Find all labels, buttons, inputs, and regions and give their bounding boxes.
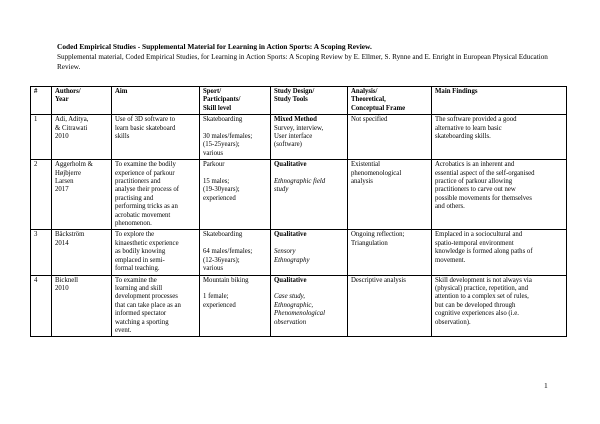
cell-design: Qualitative Case study, Ethnographic, Phenomenological observation [271,275,348,337]
table-body [31,115,567,337]
table-row [31,160,567,230]
cell-design: Qualitative Ethnographic field study [271,160,348,230]
header-analysis: Analysis/ Theoretical, Conceptual Frame [348,87,432,115]
header-sport: Sport/ Participants/ Skill level [200,87,271,115]
cell-num: 4 [31,275,52,337]
cell-authors: Bicknell 2010 [52,275,112,337]
cell-num: 3 [31,230,52,275]
cell-aim: To examine the bodily experience of parkour practitioners and analyse their process of practising and performing tricks as an acrobatic movement phenomenon. [112,160,200,230]
cell-sport: Skateboarding 30 males/females; (15-25years); various [200,115,271,160]
cell-design: Qualitative Sensory Ethnography [271,230,348,275]
cell-aim: Use of 3D software to learn basic skateboard skills [112,115,200,160]
cell-findings: Emplaced in a sociocultural and spatio-temporal environment knowledge is formed along paths of movement. [432,230,567,275]
studies-table [30,86,567,337]
cell-authors: Bäckström 2014 [52,230,112,275]
cell-analysis: Descriptive analysis [348,275,432,337]
document-title: Coded Empirical Studies - Supplemental Material for Learning in Action Sports: A Scoping Review. [57,42,372,51]
header-authors: Authors/ Year [52,87,112,115]
cell-analysis: Ongoing reflection; Triangulation [348,230,432,275]
header-num: # [31,87,52,115]
document-subtitle: Supplemental material, Coded Empirical Studies, for Learning in Action Sports: A Scoping Review by E. Ellmer, S. Rynne and E. Enright in European Physical Education Review. [57,53,548,71]
table-row [31,115,567,160]
header-aim: Aim [112,87,200,115]
cell-findings: Acrobatics is an inherent and essential aspect of the self-organised practice of parkour allowing practitioners to carve out new possible movements for themselves and others. [432,160,567,230]
table-row [31,230,567,275]
page-number: 1 [544,381,548,390]
cell-findings: The software provided a good alternative to learn basic skateboarding skills. [432,115,567,160]
cell-aim: To explore the kinaesthetic experience as bodily knowing emplaced in semi- formal teaching. [112,230,200,275]
table-header-row [31,87,567,115]
cell-aim: To examine the learning and skill development processes that can take place as an informed spectator watching a sporting event. [112,275,200,337]
cell-sport: Skateboarding 64 males/females; (12-36years); various [200,230,271,275]
cell-num: 2 [31,160,52,230]
cell-authors: Aggerholm & Højbjerre Larsen 2017 [52,160,112,230]
header-findings: Main Findings [432,87,567,115]
cell-num: 1 [31,115,52,160]
header-design: Study Design/ Study Tools [271,87,348,115]
cell-findings: Skill development is not always via (physical) practice, repetition, and attention to a complex set of rules, but can be developed through cognitive experiences also (i.e. observation). [432,275,567,337]
cell-design: Mixed Method Survey, interview, User interface (software) [271,115,348,160]
cell-analysis: Not specified [348,115,432,160]
cell-authors: Adi, Aditya, & Citrawati 2010 [52,115,112,160]
table-row [31,275,567,337]
cell-sport: Parkour 15 males; (19-30years); experienced [200,160,271,230]
cell-sport: Mountain biking 1 female; experienced [200,275,271,337]
cell-analysis: Existential phenomenological analysis [348,160,432,230]
